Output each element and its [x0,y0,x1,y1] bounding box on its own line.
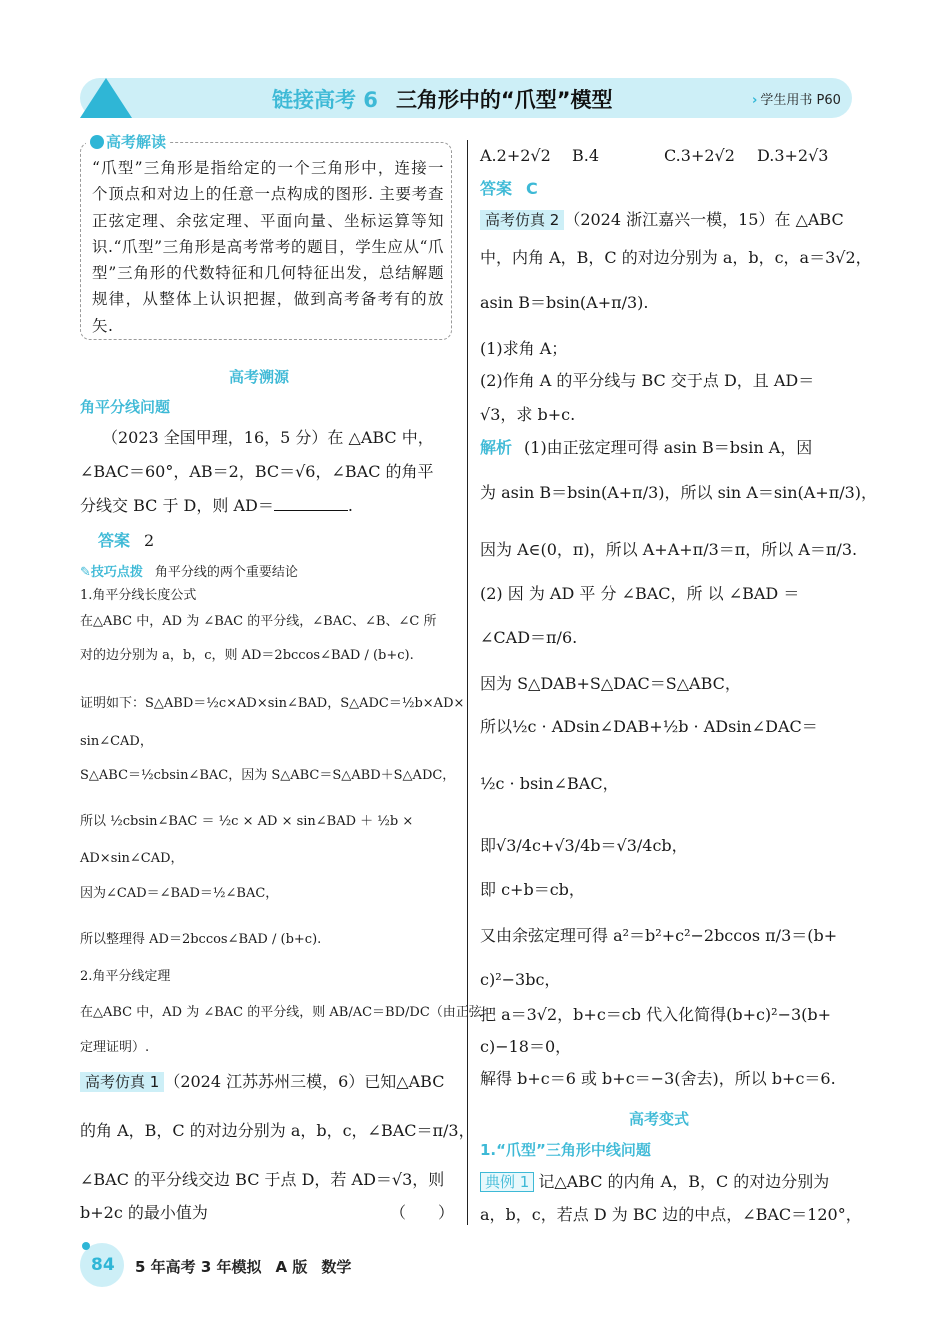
tip-line: sin∠CAD， [80,734,153,749]
tip-line: 2.角平分线定理 [80,969,171,984]
tip-line: 证明如下：S△ABD＝½c×AD×sin∠BAD，S△ADC＝½b×AD× [80,696,465,711]
sim1-line: b+2c 的最小值为 [80,1203,208,1222]
right-line: √3，求 b+c. [480,405,576,424]
tip-title: 角平分线的两个重要结论 [154,565,298,580]
tip-line: 因为∠CAD＝∠BAD＝½∠BAC， [80,886,279,901]
tip-line: 1.角平分线长度公式 [80,588,197,603]
solution-text: (1)由正弦定理可得 asin B＝bsin A，因 [524,438,813,457]
example-row [480,1170,829,1194]
answer-label: 答案 [98,531,131,550]
right-line: a，b，c，若点 D 为 BC 边的中点，∠BAC＝120°， [480,1205,862,1224]
sim1-line: 的角 A，B，C 的对边分别为 a，b，c，∠BAC＝π/3， [80,1121,475,1140]
page-number: 84 [91,1255,115,1275]
page-title [272,84,613,114]
title-text: 三角形中的“爪型”模型 [395,88,613,112]
q1-text: 分线交 BC 于 D，则 AD＝ [80,496,274,515]
tip-line: 在△ABC 中，AD 为 ∠BAC 的平分线，则 AB/AC＝BD/DC（由正弦 [80,1005,482,1020]
right-line: c)−18＝0， [480,1037,572,1056]
ref-text: 学生用书 P60 [760,93,841,108]
option-a: A.2+2√2 [480,146,551,165]
section-variant-heading: 高考变式 [629,1110,690,1128]
tip-line: S△ABC＝½cbsin∠BAC，因为 S△ABC＝S△ABD＋S△ADC， [80,768,456,783]
right-line: 因为 A∈(0，π)，所以 A+A+π/3＝π，所以 A＝π/3. [480,540,858,559]
banner-triangle-icon [80,78,132,118]
right-line: 因为 S△DAB+S△DAC＝S△ABC， [480,674,741,693]
answer-value: 2 [144,531,155,550]
right-line: 所以½c · ADsin∠DAB+½b · ADsin∠DAC＝ [480,717,818,736]
tip-label: 技巧点拨 [90,565,143,580]
right-line: 又由余弦定理可得 a²＝b²+c²−2bccos π/3＝(b+ [480,926,838,945]
edition: A 版 [275,1258,308,1276]
tip-line: 所以 ½cbsin∠BAC ＝ ½c × AD × sin∠BAD ＋ ½b × [80,814,414,829]
intro-text: “爪型”三角形是指给定的一个三角形中，连接一个顶点和对边上的任意一点构成的图形. 主要考查正弦定理、余弦定理、平面向量、坐标运算等知识.“爪型”三角形是高考常考的题目，学生应从“爪型”三角形的代数特征和几何特征出发，总结解题规律，从整体上认识把握，做到高考备考有的放矢. [92,159,444,335]
tip-line: 定理证明）. [80,1040,150,1055]
solution-label: 解析 [480,438,513,457]
footer-book-info [135,1256,365,1277]
answer-blank [274,510,348,511]
answer-value: C [526,179,538,198]
question1-line3 [80,494,353,518]
sim2-row [480,208,844,232]
right-line: (2)作角 A 的平分线与 BC 交于点 D，且 AD＝ [480,371,815,390]
question1-line1: （2023 全国甲理，16，5 分）在 △ABC 中， [102,428,434,447]
right-line: 即 c+b＝cb， [480,880,585,899]
subject: 数学 [321,1258,352,1276]
book-title: 5 年高考 3 年模拟 [135,1258,262,1276]
sim2-source: （2024 浙江嘉兴一模，15）在 △ABC [564,210,844,229]
sim1-row [80,1070,444,1094]
tip-line: AD×sin∠CAD， [80,851,184,866]
q1-end: . [347,496,353,515]
example-text: 记△ABC 的内角 A，B，C 的对边分别为 [538,1172,830,1191]
section-source-heading: 高考溯源 [229,368,290,386]
topic-heading: 角平分线问题 [80,398,171,416]
question1-line2: ∠BAC＝60°，AB＝2，BC＝√6，∠BAC 的角平 [80,462,434,481]
right-line: 为 asin B＝bsin(A+π/3)，所以 sin A＝sin(A+π/3)， [480,483,878,502]
tip-line: 所以整理得 AD＝2bccos∠BAD / (b+c). [80,932,322,947]
sim1-line: ∠BAC 的平分线交边 BC 于点 D，若 AD＝√3，则 [80,1170,445,1189]
solution-row [480,436,812,460]
option-d: D.3+2√3 [757,146,829,165]
right-line: c)²−3bc， [480,970,561,989]
answer-paren: （ ） [390,1203,455,1222]
tip-row [80,561,298,580]
answer-label: 答案 [480,179,513,198]
right-line: asin B＝bsin(A+π/3). [480,293,649,312]
right-line: ½c · bsin∠BAC， [480,774,619,793]
sim2-tag: 高考仿真 2 [480,210,564,230]
right-line: ∠CAD＝π/6. [480,628,578,647]
circle-icon [90,135,104,149]
right-line: 解得 b+c＝6 或 b+c＝−3(舍去)，所以 b+c＝6. [480,1069,836,1088]
right-line: 把 a＝3√2，b+c＝cb 代入化简得(b+c)²−3(b+ [480,1005,832,1024]
right-line: 即√3/4c+√3/4b＝√3/4cb， [480,836,688,855]
variant-topic: 1.“爪型”三角形中线问题 [480,1141,651,1159]
dot-icon [82,1242,90,1250]
tip-line: 在△ABC 中，AD 为 ∠BAC 的平分线，∠BAC、∠B、∠C 所 [80,614,437,629]
option-b: B.4 [572,146,600,165]
tip-line: 对的边分别为 a，b，c，则 AD＝2bccos∠BAD / (b+c). [80,648,414,663]
sim1-source: （2024 江苏苏州三模，6）已知△ABC [164,1072,445,1091]
example-tag: 典例 1 [480,1172,534,1192]
option-c: C.3+2√2 [664,146,735,165]
pen-icon: ✎ [80,565,91,580]
right-line: (1)求角 A； [480,339,568,358]
column-divider [467,140,468,1225]
sim1-tag: 高考仿真 1 [80,1072,164,1092]
intro-heading [86,131,170,152]
right-line: (2) 因 为 AD 平 分 ∠BAC，所 以 ∠BAD ＝ [480,584,800,603]
arrow-right-icon: › [752,93,758,108]
answer-row [98,528,154,551]
student-book-ref [752,89,841,108]
answer-row-right [480,176,538,199]
section-label: 链接高考 6 [272,88,378,112]
intro-heading-text: 高考解读 [106,133,167,151]
right-line: 中，内角 A，B，C 的对边分别为 a，b，c，a＝3√2， [480,248,872,267]
